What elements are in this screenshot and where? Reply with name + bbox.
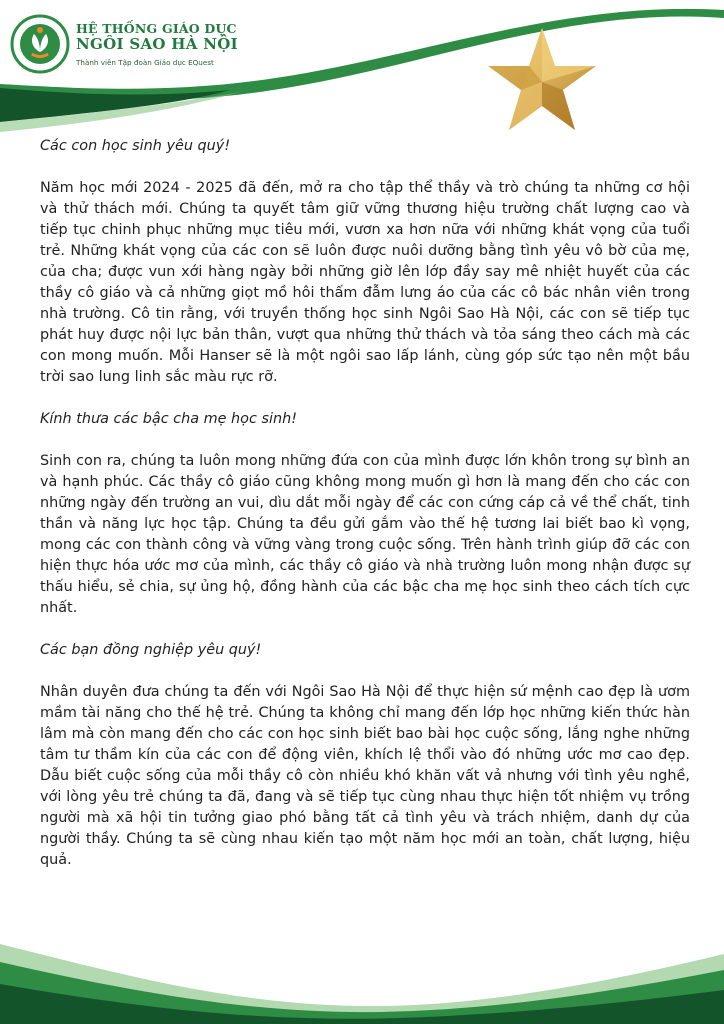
brand-name-line2: NGÔI SAO HÀ NỘI xyxy=(76,34,238,53)
paragraph-students: Năm học mới 2024 - 2025 đã đến, mở ra cho tập thể thầy và trò chúng ta những cơ hội và thử thách mới. Chúng ta quyết tâm giữ vững thương hiệu trường chất lượng cao và tiếp tục chinh phục những mục tiêu mới, vươn xa hơn nữa với những khát vọng của tuổi trẻ. Những khát vọng của các con sẽ luôn được nuôi dưỡng bằng tình yêu vô bờ của mẹ, của cha; được vun xới hàng ngày bởi những giờ lên lớp đầy say mê nhiệt huyết của các thầy cô giáo và cả những giọt mồ hôi thấm đẫm lưng áo của các cô bác nhân viên trong nhà trường. Cô tin rằng, với truyền thống học sinh Ngôi Sao Hà Nội, các con sẽ tiếp tục phát huy được nội lực bản thân, vượt qua những thử thách và tỏa sáng theo cách mà các con mong muốn. Mỗi Hanser sẽ là một ngôi sao lấp lánh, cùng góp sức tạo nên một bầu trời sao lung linh sắc màu rực rỡ. xyxy=(40,180,690,385)
paragraph-colleagues: Nhân duyên đưa chúng ta đến với Ngôi Sao Hà Nội để thực hiện sứ mệnh cao đẹp là ươm mầm tài năng cho thế hệ trẻ. Chúng ta không chỉ mang đến lớp học những kiến thức hàn lâm mà còn mang đến cho các con học sinh biết bao bài học cuộc sống, lắng nghe những tâm tư thầm kín của các con để động viên, khích lệ thổi vào đó những ước mơ cao đẹp. Dẫu biết cuộc sống của mỗi thầy cô còn nhiều khó khăn vất vả nhưng với tình yêu nghề, với lòng yêu trẻ chúng ta đã, đang và sẽ tiếp tục cùng nhau thực hiện tốt nhiệm vụ trồng người mà xã hội tin tưởng giao phó bằng tất cả tình yêu và trách nhiệm, danh dự của người thầy. Chúng ta sẽ cùng nhau kiến tạo một năm học mới an toàn, chất lượng, hiệu quả. xyxy=(40,684,690,868)
brand-name-line1: HỆ THỐNG GIÁO DỤC xyxy=(76,20,237,36)
greeting-colleagues: Các bạn đồng nghiệp yêu quý! xyxy=(40,642,262,658)
ngoi-sao-ha-noi-logo-icon xyxy=(10,14,70,74)
greeting-students: Các con học sinh yêu quý! xyxy=(40,138,231,154)
brand-tagline: Thành viên Tập đoàn Giáo dục EQuest xyxy=(76,57,214,67)
school-logo-block xyxy=(10,14,238,74)
gold-star-icon xyxy=(486,26,598,138)
footer-wave-decoration xyxy=(0,914,724,1024)
paragraph-parents: Sinh con ra, chúng ta luôn mong những đứa con của mình được lớn khôn trong sự bình an và hạnh phúc. Các thầy cô giáo cũng không mong muốn gì hơn là mang đến cho các con những ngày đến trường an vui, dìu dắt mỗi ngày để các con cứng cáp cả về thể chất, tinh thần và năng lực học tập. Chúng ta đều gửi gắm vào thế hệ tương lai biết bao kì vọng, mong các con thành công và vững vàng trong cuộc sống. Trên hành trình giúp đỡ các con hiện thực hóa ước mơ của mình, các thầy cô giáo và nhà trường luôn mong nhận được sự thấu hiểu, sẻ chia, sự ủng hộ, đồng hành của các bậc cha mẹ học sinh theo cách tích cực nhất. xyxy=(40,453,690,616)
letter-body xyxy=(40,136,690,871)
greeting-parents: Kính thưa các bậc cha mẹ học sinh! xyxy=(40,411,297,427)
